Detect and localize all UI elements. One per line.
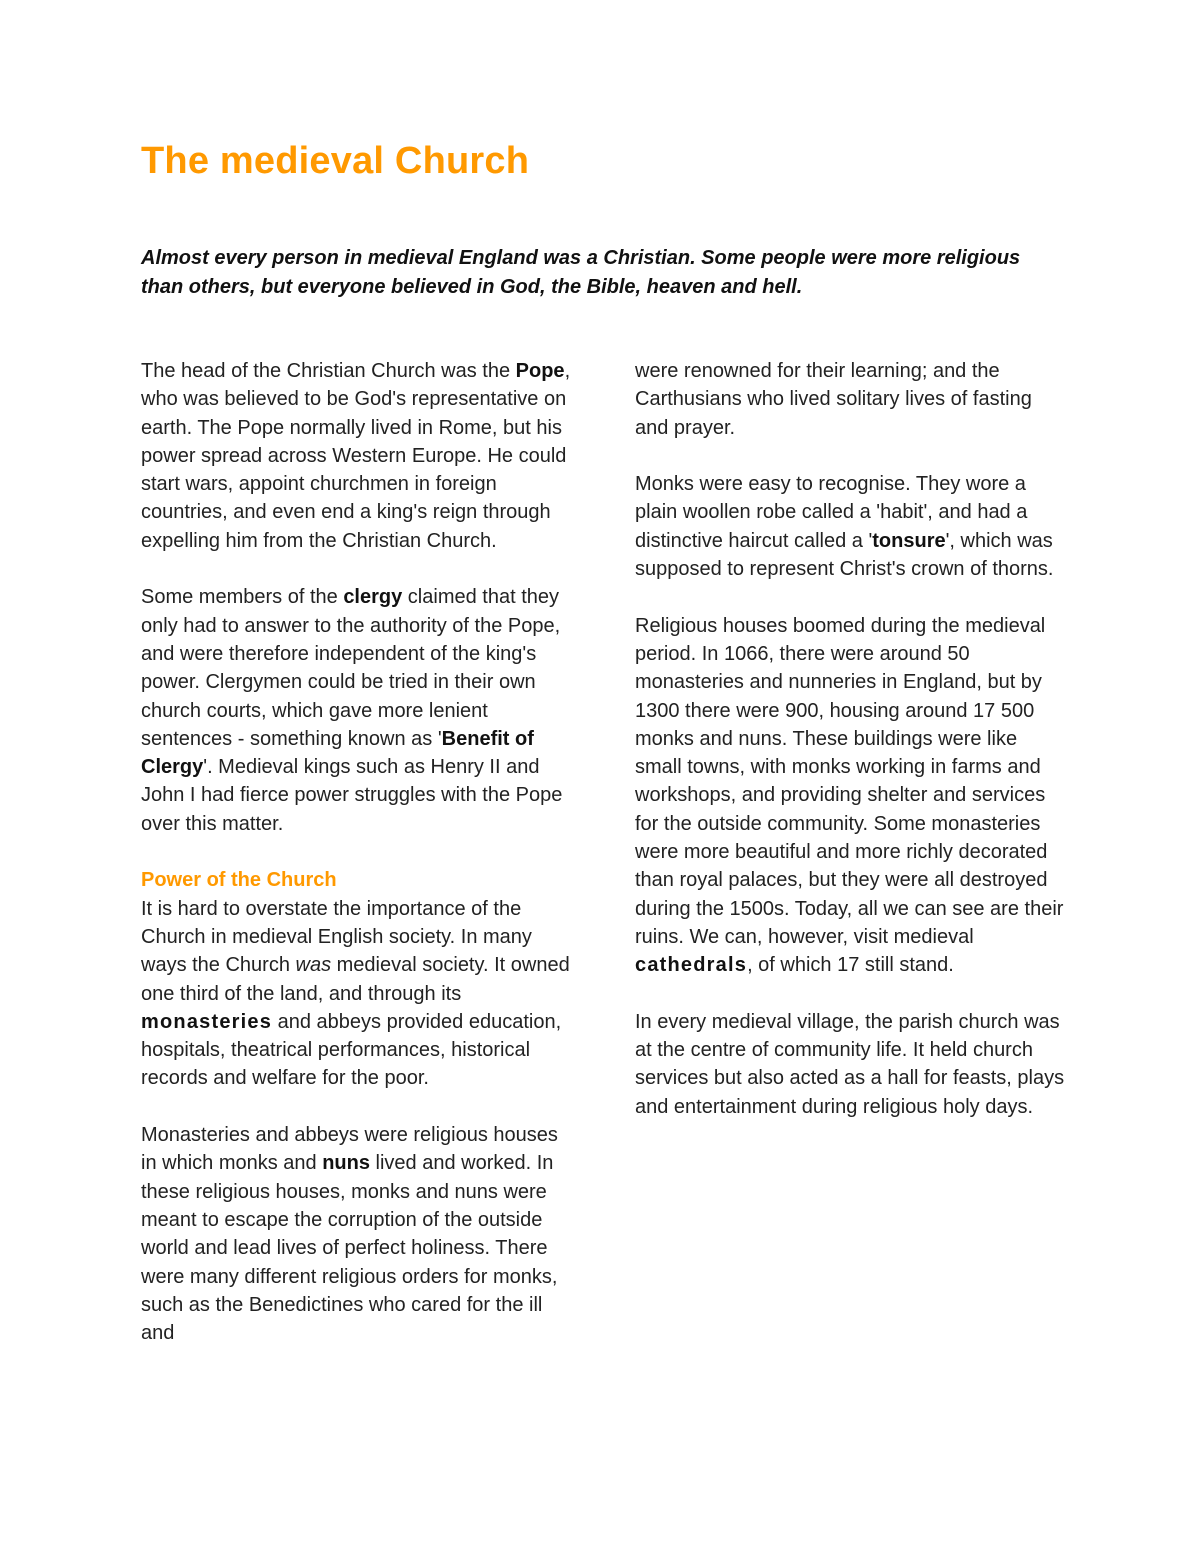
keyword-nuns: nuns <box>322 1152 370 1175</box>
keyword-tonsure: tonsure <box>872 529 946 552</box>
keyword-clergy: clergy <box>343 586 403 609</box>
paragraph-monasteries: Monasteries and abbeys were religious houses in which monks and nuns lived and worked. In these religious houses, monks and nuns were meant to escape the corruption of the outside world and lead lives of perfect holiness. There were many different religious orders for monks, such as the Benedictines who cared for the ill and <box>141 1124 558 1345</box>
paragraph-religious-orders-cont: were renowned for their learning; and the Carthusians who lived solitary lives of fasting and prayer. <box>635 360 1032 439</box>
section-heading-power-of-church: Power of the Church <box>141 869 337 892</box>
intro-paragraph: Almost every person in medieval England was a Christian. Some people were more religious than others, but everyone believed in God, the Bible, heaven and hell. <box>141 247 1021 298</box>
paragraph-power-of-church: Power of the Church It is hard to overstate the importance of the Church in medieval English society. In many ways the Church was medieval society. It owned one third of the land, and through its monasteries and abbeys provided education, hospitals, theatrical performances, historical records and welfare for the poor. <box>141 866 576 1092</box>
paragraph-religious-houses: Religious houses boomed during the medieval period. In 1066, there were around 50 monasteries and nunneries in England, but by 1300 there were 900, housing around 17 500 monks and nuns. These buildings were like small towns, with monks working in farms and workshops, and providing shelter and services for the outside community. Some monasteries were more beautiful and more richly decorated than royal palaces, but they were all destroyed during the 1500s. Today, all we can see are their ruins. We can, however, visit medieval cathedrals, of which 17 still stand. <box>635 614 1064 977</box>
keyword-benefit-of-clergy: Benefit of Clergy <box>141 727 534 779</box>
keyword-pope: Pope <box>515 360 565 382</box>
page-title: The medieval Church <box>141 140 530 182</box>
keyword-cathedrals: cathedrals <box>635 954 748 977</box>
paragraph-pope: The head of the Christian Church was the Pope, who was believed to be God's representative on earth. The Pope normally lived in Rome, but his power spread across Western Europe. He could start wars, appoint churchmen in foreign countries, and even end a king's reign through expelling him from the Christian Church. <box>141 360 571 552</box>
left-column <box>141 357 576 1347</box>
right-column <box>635 357 1065 1121</box>
paragraph-monks-appearance: Monks were easy to recognise. They wore a plain woollen robe called a 'habit', and had a distinctive haircut called a 'tonsure', which was supposed to represent Christ's crown of thorns. <box>635 473 1054 581</box>
paragraph-clergy: Some members of the clergy claimed that they only had to answer to the authority of the Pope, and were therefore independent of the king's power. Clergymen could be tried in their own church courts, which gave more lenient sentences - something known as 'Benefit of Clergy'. Medieval kings such as Henry II and John I had fierce power struggles with the Pope over this matter. <box>141 586 563 835</box>
keyword-monasteries: monasteries <box>141 1010 273 1033</box>
paragraph-parish-church: In every medieval village, the parish church was at the centre of community life. It held church services but also acted as a hall for feasts, plays and entertainment during religious holy days. <box>635 1010 1065 1118</box>
emphasis-was: was <box>295 954 332 977</box>
